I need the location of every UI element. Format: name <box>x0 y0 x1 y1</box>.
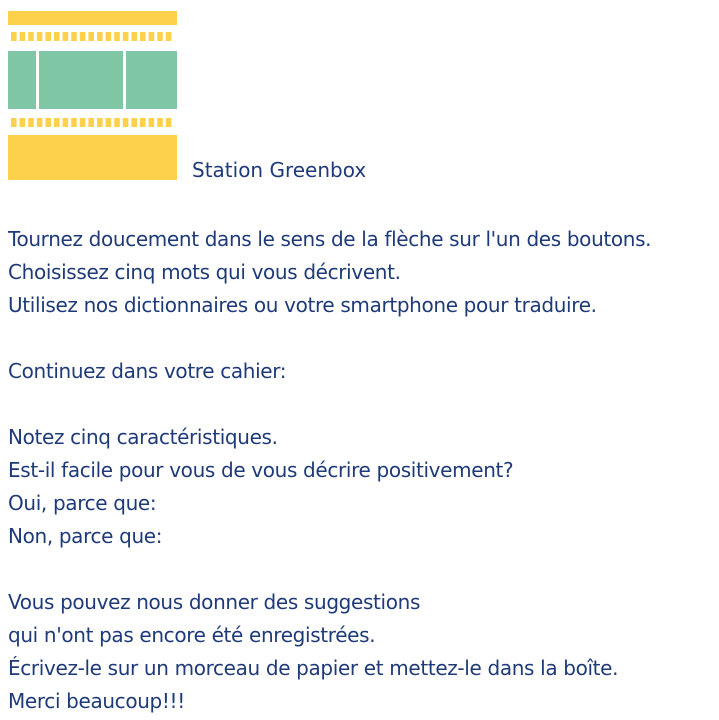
film-perforation <box>114 32 120 41</box>
film-perforation <box>123 32 129 41</box>
film-perforation <box>71 32 77 41</box>
suggestion-line: Écrivez-le sur un morceau de papier et mettez-le dans la boîte. <box>8 656 619 680</box>
film-perforation <box>97 32 103 41</box>
film-perforation <box>37 118 43 127</box>
instruction-line: Utilisez nos dictionnaires ou votre smartphone pour traduire. <box>8 293 597 317</box>
film-perforation <box>80 118 86 127</box>
film-perforation <box>20 32 26 41</box>
film-perforation <box>149 118 155 127</box>
instruction-line: Choisissez cinq mots qui vous décrivent. <box>8 260 401 284</box>
film-perforation <box>63 118 69 127</box>
film-perforation <box>157 118 163 127</box>
film-strip-logo-graphic <box>8 11 177 180</box>
film-perforation <box>71 118 77 127</box>
film-perforation <box>131 32 137 41</box>
film-perforation <box>37 32 43 41</box>
film-perforation <box>123 118 129 127</box>
suggestion-line: Merci beaucoup!!! <box>8 689 185 713</box>
film-perforation <box>97 118 103 127</box>
film-perforation <box>140 32 146 41</box>
instructions-text <box>8 223 716 718</box>
film-perforation <box>63 32 69 41</box>
instruction-line: Tournez doucement dans le sens de la flèche sur l'un des boutons. <box>8 227 652 251</box>
film-perforation <box>11 32 17 41</box>
film-perforation <box>54 118 60 127</box>
paragraph-gap <box>8 553 716 586</box>
notebook-task-line: Est-il facile pour vous de vous décrire positivement? <box>8 458 514 482</box>
film-perforation <box>106 32 112 41</box>
film-perforation <box>20 118 26 127</box>
film-perforation <box>140 118 146 127</box>
film-perforation <box>88 118 94 127</box>
notebook-task-line: Non, parce que: <box>8 524 163 548</box>
film-perforation <box>114 118 120 127</box>
notebook-task-line: Oui, parce que: <box>8 491 157 515</box>
film-perforation <box>45 118 51 127</box>
paragraph-gap <box>8 388 716 421</box>
film-perforation <box>45 32 51 41</box>
film-perforation <box>149 32 155 41</box>
film-perforation <box>131 118 137 127</box>
film-perforation <box>106 118 112 127</box>
film-perforation <box>11 118 17 127</box>
film-perforation <box>88 32 94 41</box>
continue-label: Continuez dans votre cahier: <box>8 359 287 383</box>
suggestion-line: qui n'ont pas encore été enregistrées. <box>8 623 376 647</box>
film-strip-logo-icon <box>8 11 177 180</box>
station-title: Station Greenbox <box>192 158 367 182</box>
paragraph-gap <box>8 322 716 355</box>
film-perforation <box>166 118 172 127</box>
film-perforation <box>157 32 163 41</box>
film-perforation <box>28 32 34 41</box>
film-perforation <box>166 32 172 41</box>
notebook-task-line: Notez cinq caractéristiques. <box>8 425 278 449</box>
film-perforation <box>80 32 86 41</box>
film-perforation <box>54 32 60 41</box>
suggestion-line: Vous pouvez nous donner des suggestions <box>8 590 421 614</box>
film-perforation <box>28 118 34 127</box>
